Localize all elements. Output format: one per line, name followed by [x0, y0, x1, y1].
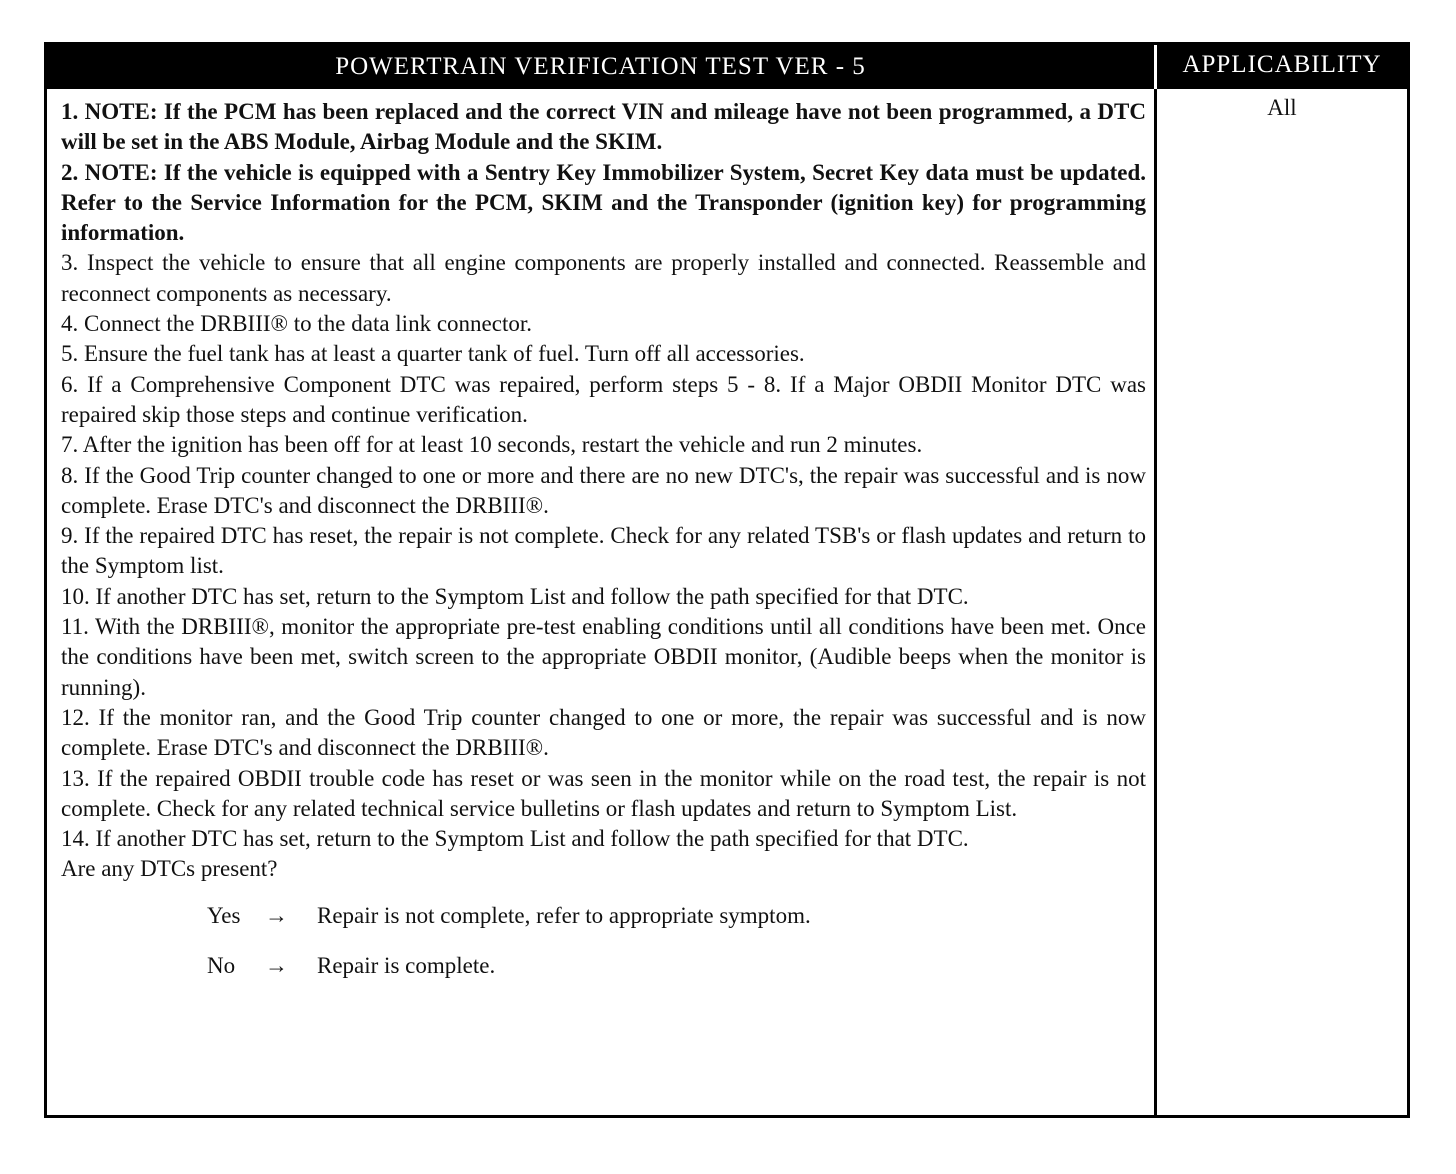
step-list — [61, 97, 1146, 854]
answer-label: No — [207, 952, 236, 978]
answer-text: Repair is complete. — [317, 952, 496, 978]
answer-yes — [207, 901, 1146, 931]
test-title-header: POWERTRAIN VERIFICATION TEST VER - 5 — [47, 45, 1157, 89]
procedure-step: 11. With the DRBIII®, monitor the appropriate pre-test enabling conditions until all conditions have been met. Once the conditions have been met, switch screen to the appropriate OBDII monitor, (Audible beeps when the monitor is running). — [61, 614, 1146, 700]
procedure-step: 12. If the monitor ran, and the Good Trip counter changed to one or more, the repair was successful and is now complete. Erase DTC's and disconnect the DRBIII®. — [61, 704, 1146, 761]
procedure-step: 8. If the Good Trip counter changed to one or more and there are no new DTC's, the repair was successful and is now complete. Erase DTC's and disconnect the DRBIII®. — [61, 462, 1146, 518]
procedure-step: 5. Ensure the fuel tank has at least a quarter tank of fuel. Turn off all accessories. — [61, 341, 805, 367]
procedure-step: 1. NOTE: If the PCM has been replaced and the correct VIN and mileage have not been programmed, a DTC will be set in the ABS Module, Airbag Module and the SKIM. — [61, 99, 1146, 155]
answer-text: Repair is not complete, refer to appropriate symptom. — [317, 902, 811, 928]
procedure-step: 4. Connect the DRBIII® to the data link connector. — [61, 311, 532, 337]
procedure-step: 9. If the repaired DTC has reset, the repair is not complete. Check for any related TSB's or flash updates and return to the Symptom list. — [61, 523, 1146, 579]
procedure-step: 7. After the ignition has been off for at least 10 seconds, restart the vehicle and run 2 minutes. — [61, 432, 923, 458]
test-procedure — [47, 89, 1157, 1115]
procedure-step: 2. NOTE: If the vehicle is equipped with a Sentry Key Immobilizer System, Secret Key data must be updated. Refer to the Service Information for the PCM, SKIM and the Transponder (ignition key) for programming information. — [61, 159, 1146, 246]
applicability-value: All — [1267, 95, 1297, 120]
procedure-step: 10. If another DTC has set, return to the Symptom List and follow the path specified for that DTC. — [61, 583, 969, 609]
procedure-step: 6. If a Comprehensive Component DTC was repaired, perform steps 5 - 8. If a Major OBDII Monitor DTC was repaired skip those steps and continue verification. — [61, 371, 1146, 427]
answer-label: Yes — [207, 902, 241, 928]
procedure-step: 14. If another DTC has set, return to the Symptom List and follow the path specified for that DTC. — [61, 826, 969, 852]
arrow-right-icon: → — [265, 952, 288, 978]
arrow-right-icon: → — [265, 902, 288, 928]
procedure-step: 13. If the repaired OBDII trouble code has reset or was seen in the monitor while on the road test, the repair is not complete. Check for any related technical service bulletins or flash updates and return to Symptom List. — [61, 765, 1146, 821]
verification-test-table — [44, 42, 1410, 1118]
applicability-header: APPLICABILITY — [1157, 45, 1407, 89]
question-text: Are any DTCs present? — [61, 856, 278, 882]
answer-no — [207, 951, 1146, 981]
procedure-step: 3. Inspect the vehicle to ensure that all engine components are properly installed and connected. Reassemble and reconnect components as necessary. — [61, 250, 1146, 306]
answer-list — [61, 901, 1146, 981]
